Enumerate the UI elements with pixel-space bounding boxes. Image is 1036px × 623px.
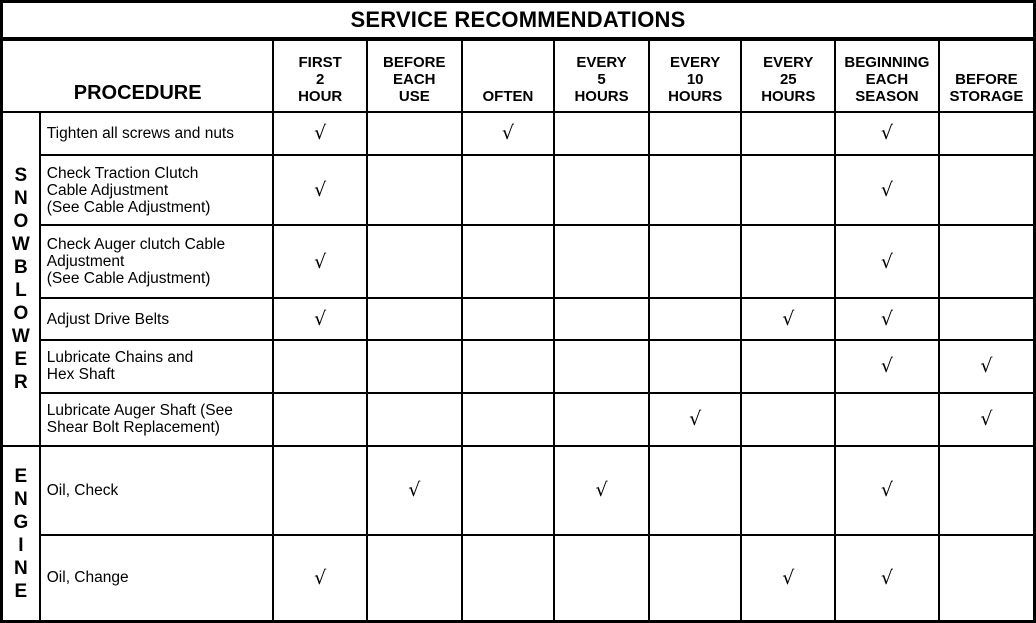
schedule-cell [462, 535, 555, 622]
check-mark-icon: √ [980, 408, 993, 431]
column-header-line: EACH [393, 70, 436, 88]
procedure-line: Lubricate Auger Shaft (See [46, 402, 233, 420]
table-row [2, 393, 1035, 446]
check-mark-icon: √ [880, 479, 893, 502]
schedule-cell [273, 155, 367, 226]
procedure-line: Oil, Change [46, 569, 129, 587]
schedule-cell [649, 155, 742, 226]
page-title: SERVICE RECOMMENDATIONS [0, 0, 1036, 40]
procedure-header: PROCEDURE [2, 40, 274, 112]
procedure-cell [40, 225, 274, 298]
group-letter: N [14, 557, 28, 579]
group-letter: W [11, 233, 30, 255]
schedule-cell [649, 535, 742, 622]
column-header [273, 40, 367, 112]
group-letter: N [14, 488, 28, 510]
schedule-cell [554, 298, 649, 340]
schedule-cell [273, 535, 367, 622]
check-mark-icon: √ [314, 250, 327, 273]
schedule-cell [939, 446, 1035, 535]
table-row [2, 535, 1035, 622]
schedule-cell [835, 112, 939, 155]
group-letter: W [11, 325, 30, 347]
column-header [367, 40, 462, 112]
column-header-line: HOURS [574, 87, 629, 105]
schedule-cell [462, 155, 555, 226]
table-row [2, 155, 1035, 226]
schedule-cell [741, 225, 835, 298]
schedule-cell [367, 225, 462, 298]
check-mark-icon: √ [880, 355, 893, 378]
column-header [649, 40, 742, 112]
procedure-line: Adjustment [46, 253, 125, 271]
check-mark-icon: √ [314, 566, 327, 589]
schedule-cell [554, 446, 649, 535]
procedure-cell [40, 446, 274, 535]
procedure-cell [40, 112, 274, 155]
check-mark-icon: √ [880, 122, 893, 145]
schedule-cell [939, 155, 1035, 226]
schedule-cell [939, 535, 1035, 622]
column-header-line: FIRST [298, 53, 342, 71]
schedule-cell [462, 225, 555, 298]
header-row [2, 40, 1035, 112]
schedule-cell [939, 393, 1035, 446]
schedule-cell [649, 446, 742, 535]
check-mark-icon: √ [689, 408, 702, 431]
column-header [939, 40, 1035, 112]
schedule-cell [741, 340, 835, 392]
procedure-cell [40, 340, 274, 392]
schedule-cell [273, 112, 367, 155]
group-letter: E [14, 348, 28, 370]
schedule-cell [649, 298, 742, 340]
column-header-line: EVERY [576, 53, 627, 71]
schedule-cell [741, 535, 835, 622]
procedure-line: Tighten all screws and nuts [46, 124, 234, 142]
check-mark-icon: √ [314, 308, 327, 331]
column-header [554, 40, 649, 112]
schedule-cell [273, 225, 367, 298]
check-mark-icon: √ [501, 122, 514, 145]
schedule-cell [939, 112, 1035, 155]
schedule-cell [649, 340, 742, 392]
schedule-cell [835, 225, 939, 298]
schedule-cell [741, 446, 835, 535]
procedure-line: (See Cable Adjustment) [46, 270, 211, 288]
schedule-cell [649, 393, 742, 446]
table-row [2, 446, 1035, 535]
table-row [2, 340, 1035, 392]
check-mark-icon: √ [314, 122, 327, 145]
check-mark-icon: √ [880, 566, 893, 589]
schedule-cell [462, 393, 555, 446]
check-mark-icon: √ [595, 479, 608, 502]
procedure-line: Lubricate Chains and [46, 349, 194, 367]
column-header-line: USE [398, 87, 430, 105]
procedure-cell [40, 535, 274, 622]
schedule-cell [939, 298, 1035, 340]
column-header-line: EACH [865, 70, 909, 88]
procedure-cell [40, 155, 274, 226]
schedule-cell [835, 535, 939, 622]
schedule-cell [741, 155, 835, 226]
check-mark-icon: √ [880, 308, 893, 331]
procedure-line: Check Auger clutch Cable [46, 236, 226, 254]
schedule-cell [273, 393, 367, 446]
schedule-cell [835, 155, 939, 226]
column-header-line: EVERY [670, 53, 721, 71]
schedule-cell [367, 535, 462, 622]
column-header-line: EVERY [763, 53, 814, 71]
schedule-cell [649, 225, 742, 298]
group-label-snowblower [2, 112, 40, 447]
column-header-line: BEFORE [383, 53, 446, 71]
schedule-cell [554, 225, 649, 298]
procedure-line: Check Traction Clutch [46, 164, 199, 182]
procedure-line: Oil, Check [46, 481, 119, 499]
group-letter: O [13, 302, 29, 324]
schedule-cell [273, 298, 367, 340]
schedule-cell [835, 298, 939, 340]
column-header [462, 40, 555, 112]
schedule-cell [462, 446, 555, 535]
schedule-cell [462, 298, 555, 340]
column-header [835, 40, 939, 112]
column-header-line: OFTEN [482, 87, 534, 105]
group-letter: I [18, 534, 24, 556]
table-row [2, 298, 1035, 340]
schedule-cell [649, 112, 742, 155]
group-letter: S [14, 164, 28, 186]
check-mark-icon: √ [408, 479, 421, 502]
column-header-line: 2 [315, 70, 325, 88]
procedure-cell [40, 393, 274, 446]
group-label-engine [2, 446, 40, 621]
procedure-line: Hex Shaft [46, 366, 115, 384]
schedule-cell [554, 535, 649, 622]
schedule-cell [554, 155, 649, 226]
column-header-line: STORAGE [949, 87, 1024, 105]
check-mark-icon: √ [782, 566, 795, 589]
column-header-line: HOUR [298, 87, 343, 105]
column-header-line: HOURS [761, 87, 816, 105]
schedule-cell [554, 340, 649, 392]
check-mark-icon: √ [880, 179, 893, 202]
schedule-cell [835, 446, 939, 535]
schedule-cell [367, 446, 462, 535]
group-letter: O [13, 210, 29, 232]
schedule-cell [462, 112, 555, 155]
schedule-cell [835, 340, 939, 392]
schedule-cell [741, 298, 835, 340]
schedule-cell [741, 393, 835, 446]
schedule-cell [273, 340, 367, 392]
group-letter: G [13, 511, 29, 533]
schedule-cell [939, 225, 1035, 298]
schedule-cell [367, 298, 462, 340]
schedule-cell [462, 340, 555, 392]
procedure-cell [40, 298, 274, 340]
service-table [0, 38, 1036, 623]
schedule-cell [554, 112, 649, 155]
table-row [2, 225, 1035, 298]
schedule-cell [273, 446, 367, 535]
procedure-line: (See Cable Adjustment) [46, 198, 211, 216]
schedule-cell [835, 393, 939, 446]
column-header-line: BEFORE [955, 70, 1018, 88]
group-letter: B [14, 256, 28, 278]
schedule-cell [367, 112, 462, 155]
schedule-cell [367, 340, 462, 392]
check-mark-icon: √ [980, 355, 993, 378]
schedule-cell [367, 155, 462, 226]
schedule-cell [554, 393, 649, 446]
group-letter: E [14, 580, 28, 602]
column-header-line: SEASON [855, 87, 919, 105]
group-letter: E [14, 465, 28, 487]
group-letter: R [14, 371, 28, 393]
column-header-line: 25 [779, 70, 797, 88]
table-row [2, 112, 1035, 155]
procedure-line: Cable Adjustment [46, 181, 169, 199]
check-mark-icon: √ [314, 179, 327, 202]
schedule-cell [939, 340, 1035, 392]
check-mark-icon: √ [880, 250, 893, 273]
procedure-line: Adjust Drive Belts [46, 310, 170, 328]
procedure-line: Shear Bolt Replacement) [46, 419, 220, 437]
column-header-line: 10 [686, 70, 704, 88]
schedule-cell [367, 393, 462, 446]
column-header-line: 5 [597, 70, 606, 88]
table-body [2, 112, 1035, 622]
group-letter: L [15, 279, 27, 301]
check-mark-icon: √ [782, 308, 795, 331]
column-header [741, 40, 835, 112]
column-header-line: HOURS [668, 87, 723, 105]
schedule-cell [741, 112, 835, 155]
group-letter: N [14, 187, 28, 209]
column-header-line: BEGINNING [844, 53, 930, 71]
